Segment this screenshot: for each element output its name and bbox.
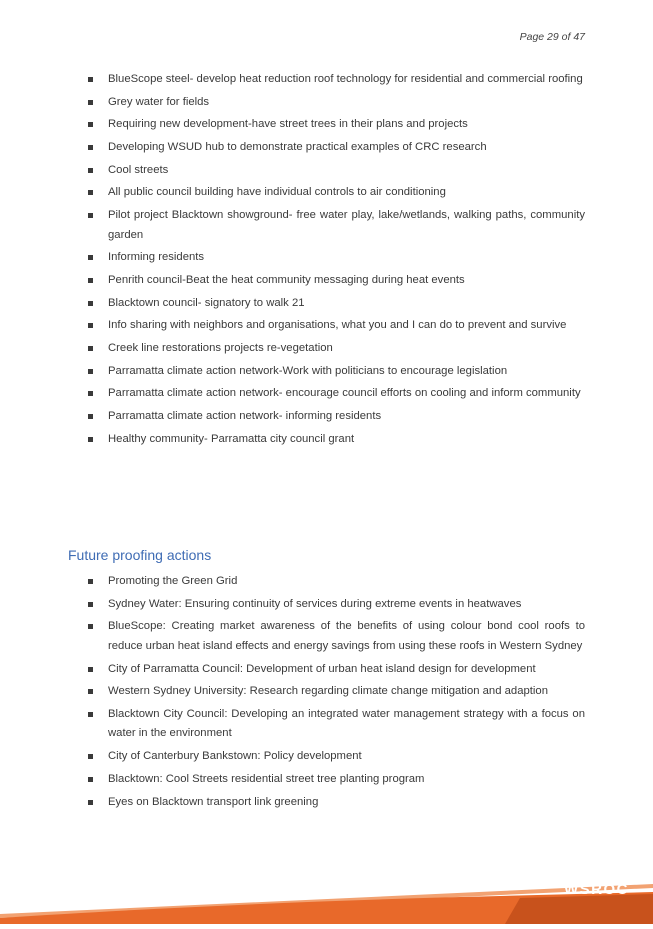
bullet-icon [88, 391, 93, 396]
bullet-icon [88, 667, 93, 672]
bullet-icon [88, 346, 93, 351]
list-item: Healthy community- Parramatta city council grant [88, 430, 585, 450]
bullet-icon [88, 213, 93, 218]
list-item: Requiring new development-have street trees in their plans and projects [88, 115, 585, 135]
bullet-icon [88, 255, 93, 260]
bullet-icon [88, 624, 93, 629]
bullet-icon [88, 122, 93, 127]
bullet-icon [88, 754, 93, 759]
bullet-icon [88, 579, 93, 584]
list-item: Info sharing with neighbors and organisations, what you and I can do to prevent and survive [88, 316, 585, 336]
list-item: BlueScope steel- develop heat reduction roof technology for residential and commercial roofing [88, 70, 585, 90]
list-item: Promoting the Green Grid [88, 572, 585, 592]
bullet-icon [88, 190, 93, 195]
wsroc-logo: WSROC [564, 881, 629, 898]
bullet-icon [88, 323, 93, 328]
list-item: Grey water for fields [88, 93, 585, 113]
swoosh-dark [505, 894, 653, 924]
bullet-icon [88, 168, 93, 173]
list-item: Western Sydney University: Research regarding climate change mitigation and adaption [88, 682, 585, 702]
section-heading: Future proofing actions [68, 547, 212, 563]
list-item: BlueScope: Creating market awareness of the benefits of using colour bond cool roofs to reduce urban heat island effects and energy savings from using these roofs in Western Sydney [88, 617, 585, 656]
list-item: City of Parramatta Council: Development of urban heat island design for development [88, 660, 585, 680]
footer-swoosh [0, 844, 653, 924]
bullet-icon [88, 369, 93, 374]
list-item: Developing WSUD hub to demonstrate practical examples of CRC research [88, 138, 585, 158]
list-item: Cool streets [88, 161, 585, 181]
future-actions-list [88, 572, 585, 815]
list-item: Eyes on Blacktown transport link greening [88, 793, 585, 813]
bullet-icon [88, 602, 93, 607]
list-item: Parramatta climate action network- encourage council efforts on cooling and inform community [88, 384, 585, 404]
list-item: Sydney Water: Ensuring continuity of services during extreme events in heatwaves [88, 595, 585, 615]
bullet-icon [88, 77, 93, 82]
list-item: Blacktown City Council: Developing an integrated water management strategy with a focus on water in the environment [88, 705, 585, 744]
page-number: Page 29 of 47 [519, 31, 585, 43]
list-item: Creek line restorations projects re-vegetation [88, 339, 585, 359]
actions-list [88, 70, 585, 453]
bullet-icon [88, 437, 93, 442]
list-item: Blacktown: Cool Streets residential street tree planting program [88, 770, 585, 790]
bullet-icon [88, 278, 93, 283]
list-item: Informing residents [88, 248, 585, 268]
list-item: City of Canterbury Bankstown: Policy development [88, 747, 585, 767]
list-item: Parramatta climate action network-Work with politicians to encourage legislation [88, 362, 585, 382]
list-item: Blacktown council- signatory to walk 21 [88, 294, 585, 314]
footer-band [0, 844, 653, 924]
bullet-icon [88, 145, 93, 150]
list-item: Parramatta climate action network- informing residents [88, 407, 585, 427]
bullet-icon [88, 777, 93, 782]
bullet-icon [88, 414, 93, 419]
bullet-icon [88, 712, 93, 717]
bullet-icon [88, 689, 93, 694]
bullet-icon [88, 100, 93, 105]
bullet-icon [88, 800, 93, 805]
bullet-icon [88, 301, 93, 306]
list-item: Pilot project Blacktown showground- free water play, lake/wetlands, walking paths, community garden [88, 206, 585, 245]
list-item: All public council building have individual controls to air conditioning [88, 183, 585, 203]
list-item: Penrith council-Beat the heat community messaging during heat events [88, 271, 585, 291]
